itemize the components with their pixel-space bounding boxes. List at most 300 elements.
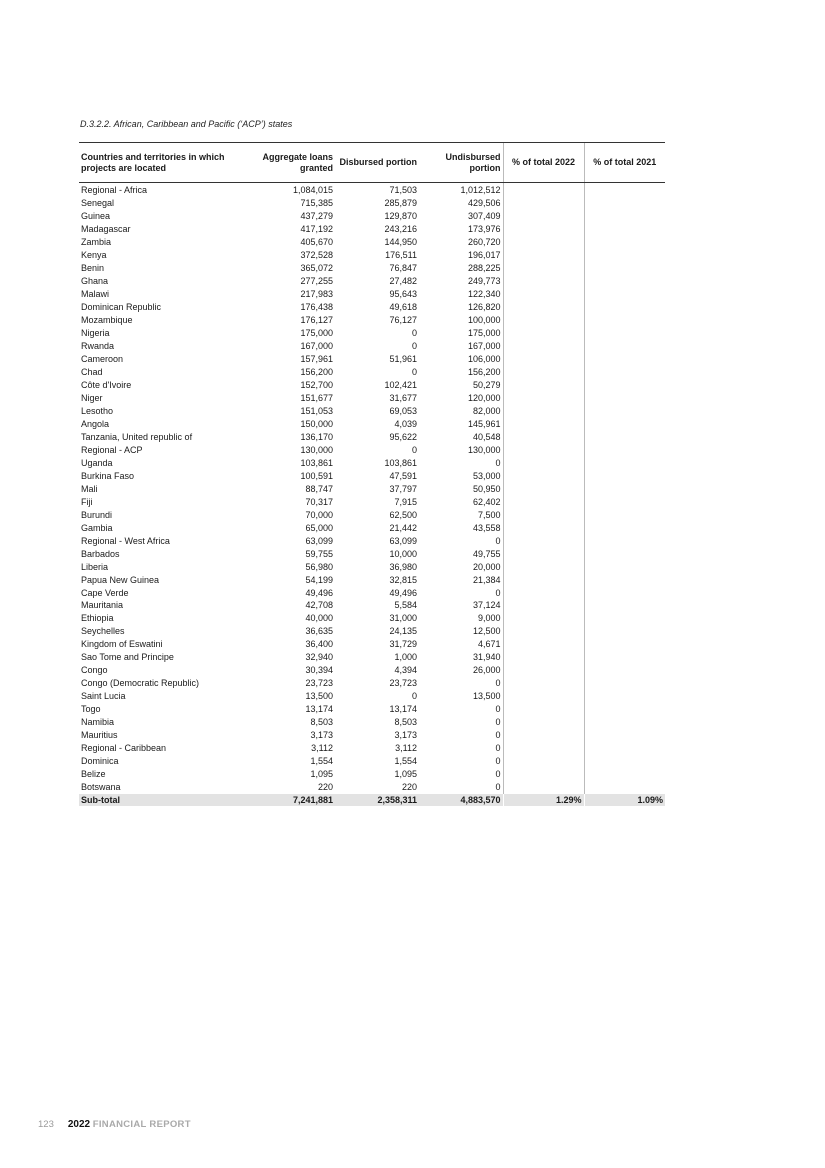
cell-disbursed: 36,980 (389, 561, 417, 572)
cell-pct-2021 (584, 781, 665, 794)
cell-aggregate: 8,503 (310, 717, 333, 728)
table-row (79, 560, 665, 573)
cell-pct-2022 (503, 379, 584, 392)
table-row (79, 197, 665, 210)
cell-pct-2021 (584, 586, 665, 599)
subtotal-row (79, 794, 665, 806)
cell-pct-2021 (584, 236, 665, 249)
table-row (79, 327, 665, 340)
cell-pct-2021 (584, 469, 665, 482)
cell-pct-2021 (584, 560, 665, 573)
cell-disbursed: 49,496 (389, 587, 417, 598)
cell-country: Côte d'Ivoire (81, 380, 132, 391)
table-row (79, 353, 665, 366)
cell-aggregate: 150,000 (300, 418, 333, 429)
table-row (79, 404, 665, 417)
cell-country: Regional - West Africa (81, 535, 170, 546)
cell-undisbursed: 26,000 (472, 665, 501, 676)
cell-aggregate: 417,192 (300, 224, 333, 235)
cell-country: Mozambique (81, 315, 133, 326)
table-row (79, 210, 665, 223)
cell-pct-2021 (584, 262, 665, 275)
cell-undisbursed: 0 (495, 704, 501, 715)
table-row (79, 469, 665, 482)
cell-pct-2021 (584, 404, 665, 417)
cell-pct-2021 (584, 210, 665, 223)
table-row (79, 430, 665, 443)
table-row (79, 573, 665, 586)
cell-pct-2022 (503, 560, 584, 573)
cell-country: Madagascar (81, 224, 131, 235)
cell-undisbursed: 40,548 (472, 431, 501, 442)
cell-pct-2022 (503, 534, 584, 547)
cell-aggregate: 136,170 (300, 431, 333, 442)
cell-country: Rwanda (81, 341, 115, 352)
cell-disbursed: 31,677 (389, 392, 417, 403)
cell-pct-2021 (584, 573, 665, 586)
table-row (79, 183, 665, 197)
table-row (79, 249, 665, 262)
cell-country: Kingdom of Eswatini (81, 639, 163, 650)
cell-pct-2021 (584, 353, 665, 366)
cell-aggregate: 49,496 (305, 587, 333, 598)
cell-disbursed: 176,511 (385, 250, 417, 261)
cell-pct-2021 (584, 729, 665, 742)
cell-undisbursed: 0 (495, 535, 501, 546)
cell-pct-2021 (584, 482, 665, 495)
cell-pct-2021 (584, 430, 665, 443)
cell-aggregate: 167,000 (300, 341, 333, 352)
table-row (79, 677, 665, 690)
cell-aggregate: 715,385 (300, 198, 333, 209)
cell-undisbursed: 20,000 (472, 561, 501, 572)
cell-disbursed: 8,503 (394, 717, 417, 728)
cell-disbursed: 243,216 (384, 224, 417, 235)
header-aggregate: Aggregate loans granted (251, 143, 335, 183)
cell-country: Tanzania, United republic of (81, 431, 193, 442)
cell-aggregate: 54,199 (305, 574, 333, 585)
cell-disbursed: 95,643 (389, 289, 417, 300)
cell-pct-2021 (584, 340, 665, 353)
cell-country: Congo (81, 665, 108, 676)
cell-undisbursed: 21,384 (472, 574, 501, 585)
cell-undisbursed: 196,017 (467, 250, 501, 261)
cell-pct-2022 (503, 573, 584, 586)
cell-aggregate: 70,000 (305, 509, 333, 520)
cell-disbursed: 27,482 (389, 276, 417, 287)
cell-disbursed: 69,053 (389, 405, 417, 416)
table-row (79, 521, 665, 534)
cell-pct-2021 (584, 677, 665, 690)
cell-country: Burkina Faso (81, 470, 135, 481)
cell-disbursed: 5,584 (394, 600, 417, 611)
cell-disbursed: 3,173 (394, 730, 417, 741)
cell-pct-2021 (584, 183, 665, 197)
table-row (79, 482, 665, 495)
cell-pct-2022 (503, 275, 584, 288)
cell-disbursed: 4,039 (394, 418, 417, 429)
header-pct-2021: % of total 2021 (584, 143, 665, 183)
cell-undisbursed: 31,940 (472, 652, 501, 663)
cell-country: Belize (81, 769, 106, 780)
cell-disbursed: 23,723 (389, 678, 417, 689)
cell-pct-2021 (584, 495, 665, 508)
cell-pct-2022 (503, 430, 584, 443)
cell-pct-2021 (584, 625, 665, 638)
cell-aggregate: 176,438 (300, 302, 333, 313)
cell-country: Togo (81, 704, 101, 715)
cell-pct-2022 (503, 625, 584, 638)
cell-aggregate: 1,084,015 (292, 185, 333, 196)
cell-undisbursed: 0 (495, 587, 501, 598)
cell-pct-2021 (584, 534, 665, 547)
table-row (79, 768, 665, 781)
loans-table-container (79, 142, 665, 806)
cell-aggregate: 151,053 (300, 405, 333, 416)
subtotal-pct-2022: 1.29% (503, 794, 584, 806)
cell-pct-2021 (584, 417, 665, 430)
cell-pct-2022 (503, 781, 584, 794)
table-row (79, 236, 665, 249)
table-row (79, 340, 665, 353)
header-disbursed: Disbursed portion (335, 143, 419, 183)
cell-aggregate: 23,723 (305, 678, 333, 689)
header-country: Countries and territories in which projects are located (79, 143, 251, 183)
cell-pct-2022 (503, 768, 584, 781)
cell-country: Namibia (81, 717, 115, 728)
cell-disbursed: 0 (411, 691, 417, 702)
cell-pct-2022 (503, 521, 584, 534)
cell-aggregate: 405,670 (300, 237, 333, 248)
cell-undisbursed: 120,000 (467, 392, 501, 403)
report-label (68, 1119, 191, 1130)
cell-pct-2021 (584, 443, 665, 456)
cell-country: Guinea (81, 211, 111, 222)
cell-pct-2022 (503, 690, 584, 703)
cell-aggregate: 151,677 (300, 392, 333, 403)
cell-pct-2022 (503, 664, 584, 677)
cell-country: Mauritania (81, 600, 124, 611)
cell-pct-2022 (503, 404, 584, 417)
cell-pct-2021 (584, 703, 665, 716)
table-row (79, 417, 665, 430)
cell-undisbursed: 100,000 (467, 315, 501, 326)
cell-aggregate: 1,095 (310, 769, 333, 780)
cell-aggregate: 130,000 (300, 444, 333, 455)
cell-pct-2021 (584, 288, 665, 301)
cell-undisbursed: 173,976 (467, 224, 501, 235)
cell-undisbursed: 122,340 (467, 289, 501, 300)
cell-pct-2022 (503, 755, 584, 768)
cell-pct-2021 (584, 612, 665, 625)
cell-disbursed: 13,174 (389, 704, 417, 715)
table-row (79, 638, 665, 651)
table-row (79, 690, 665, 703)
cell-aggregate: 36,635 (305, 626, 333, 637)
cell-undisbursed: 307,409 (467, 211, 501, 222)
cell-pct-2022 (503, 716, 584, 729)
table-row (79, 495, 665, 508)
cell-disbursed: 62,500 (389, 509, 417, 520)
cell-country: Chad (81, 367, 103, 378)
cell-aggregate: 32,940 (305, 652, 333, 663)
cell-disbursed: 102,421 (384, 380, 417, 391)
cell-pct-2022 (503, 327, 584, 340)
cell-undisbursed: 126,820 (467, 302, 501, 313)
header-pct-2022: % of total 2022 (503, 143, 584, 183)
cell-pct-2022 (503, 210, 584, 223)
table-row (79, 262, 665, 275)
cell-pct-2021 (584, 768, 665, 781)
report-title: FINANCIAL REPORT (92, 1119, 191, 1130)
cell-aggregate: 56,980 (305, 561, 333, 572)
cell-pct-2022 (503, 288, 584, 301)
cell-country: Saint Lucia (81, 691, 126, 702)
table-row (79, 288, 665, 301)
cell-aggregate: 176,127 (300, 315, 333, 326)
table-row (79, 742, 665, 755)
cell-pct-2021 (584, 249, 665, 262)
cell-undisbursed: 82,000 (472, 405, 501, 416)
cell-pct-2021 (584, 690, 665, 703)
cell-aggregate: 13,500 (305, 691, 333, 702)
cell-disbursed: 95,622 (389, 431, 417, 442)
cell-undisbursed: 0 (495, 717, 501, 728)
cell-pct-2022 (503, 495, 584, 508)
cell-country: Liberia (81, 561, 109, 572)
cell-disbursed: 71,503 (389, 185, 417, 196)
cell-undisbursed: 1,012,512 (460, 185, 501, 196)
table-row (79, 781, 665, 794)
cell-pct-2022 (503, 314, 584, 327)
cell-pct-2021 (584, 742, 665, 755)
table-row (79, 599, 665, 612)
cell-country: Lesotho (81, 405, 114, 416)
table-row (79, 275, 665, 288)
cell-disbursed: 1,095 (394, 769, 417, 780)
cell-pct-2022 (503, 729, 584, 742)
cell-undisbursed: 37,124 (472, 600, 501, 611)
cell-pct-2021 (584, 547, 665, 560)
cell-pct-2022 (503, 482, 584, 495)
cell-pct-2022 (503, 392, 584, 405)
cell-pct-2022 (503, 742, 584, 755)
table-row (79, 755, 665, 768)
cell-country: Regional - ACP (81, 444, 143, 455)
cell-pct-2021 (584, 223, 665, 236)
cell-undisbursed: 0 (495, 730, 501, 741)
cell-undisbursed: 249,773 (467, 276, 501, 287)
cell-undisbursed: 49,755 (472, 548, 501, 559)
cell-undisbursed: 0 (495, 678, 501, 689)
cell-country: Sao Tome and Principe (81, 652, 174, 663)
cell-undisbursed: 106,000 (467, 354, 501, 365)
header-undisbursed: Undisbursed portion (419, 143, 503, 183)
cell-pct-2022 (503, 236, 584, 249)
cell-pct-2022 (503, 677, 584, 690)
cell-disbursed: 103,861 (384, 457, 417, 468)
report-year: 2022 (67, 1119, 91, 1130)
table-row (79, 612, 665, 625)
cell-disbursed: 31,000 (389, 613, 417, 624)
cell-aggregate: 103,861 (300, 457, 333, 468)
subtotal-undisbursed: 4,883,570 (419, 794, 503, 806)
cell-disbursed: 7,915 (394, 496, 417, 507)
cell-undisbursed: 260,720 (467, 237, 501, 248)
cell-disbursed: 76,127 (389, 315, 417, 326)
cell-disbursed: 1,000 (394, 652, 417, 663)
table-row (79, 547, 665, 560)
cell-pct-2021 (584, 197, 665, 210)
cell-country: Ghana (81, 276, 109, 287)
table-row (79, 301, 665, 314)
table-row (79, 625, 665, 638)
cell-country: Botswana (81, 782, 121, 793)
cell-disbursed: 37,797 (389, 483, 417, 494)
table-row (79, 729, 665, 742)
cell-undisbursed: 0 (495, 782, 501, 793)
cell-aggregate: 365,072 (300, 263, 333, 274)
cell-aggregate: 63,099 (305, 535, 333, 546)
page-number: 123 (38, 1119, 54, 1130)
subtotal-pct-2021: 1.09% (584, 794, 665, 806)
cell-pct-2022 (503, 599, 584, 612)
cell-country: Senegal (81, 198, 115, 209)
cell-disbursed: 0 (411, 444, 417, 455)
cell-country: Dominican Republic (81, 302, 162, 313)
cell-pct-2021 (584, 651, 665, 664)
table-row (79, 223, 665, 236)
cell-pct-2022 (503, 340, 584, 353)
cell-undisbursed: 13,500 (472, 691, 501, 702)
cell-country: Benin (81, 263, 105, 274)
cell-country: Papua New Guinea (81, 574, 160, 585)
cell-aggregate: 217,983 (300, 289, 333, 300)
cell-pct-2021 (584, 755, 665, 768)
table-row (79, 651, 665, 664)
table-row (79, 703, 665, 716)
cell-pct-2022 (503, 353, 584, 366)
cell-disbursed: 32,815 (389, 574, 417, 585)
cell-country: Barbados (81, 548, 120, 559)
cell-pct-2022 (503, 703, 584, 716)
cell-disbursed: 285,879 (384, 198, 417, 209)
cell-disbursed: 129,870 (384, 211, 417, 222)
cell-country: Mauritius (81, 730, 118, 741)
cell-pct-2022 (503, 249, 584, 262)
table-row (79, 534, 665, 547)
cell-aggregate: 220 (317, 782, 333, 793)
table-row (79, 379, 665, 392)
cell-undisbursed: 0 (495, 457, 501, 468)
cell-undisbursed: 50,950 (472, 483, 501, 494)
cell-country: Dominica (81, 756, 119, 767)
cell-undisbursed: 7,500 (477, 509, 501, 520)
cell-pct-2022 (503, 223, 584, 236)
cell-pct-2021 (584, 599, 665, 612)
cell-disbursed: 0 (411, 367, 417, 378)
cell-country: Cameroon (81, 354, 124, 365)
cell-pct-2021 (584, 508, 665, 521)
table-row (79, 586, 665, 599)
cell-undisbursed: 4,671 (477, 639, 501, 650)
cell-disbursed: 21,442 (389, 522, 417, 533)
cell-undisbursed: 0 (495, 756, 501, 767)
cell-country: Regional - Caribbean (81, 743, 167, 754)
cell-disbursed: 0 (411, 328, 417, 339)
cell-country: Kenya (81, 250, 107, 261)
cell-country: Regional - Africa (81, 185, 148, 196)
cell-aggregate: 13,174 (305, 704, 333, 715)
cell-disbursed: 220 (401, 782, 417, 793)
cell-pct-2021 (584, 379, 665, 392)
cell-pct-2022 (503, 612, 584, 625)
cell-disbursed: 10,000 (389, 548, 417, 559)
cell-pct-2022 (503, 547, 584, 560)
cell-country: Congo (Democratic Republic) (81, 678, 200, 689)
cell-disbursed: 24,135 (389, 626, 417, 637)
cell-aggregate: 3,112 (311, 743, 333, 754)
cell-undisbursed: 9,000 (477, 613, 501, 624)
table-row (79, 314, 665, 327)
cell-disbursed: 47,591 (389, 470, 417, 481)
cell-undisbursed: 145,961 (467, 418, 501, 429)
cell-pct-2021 (584, 638, 665, 651)
page-footer (38, 1119, 191, 1130)
table-row (79, 664, 665, 677)
cell-aggregate: 88,747 (305, 483, 333, 494)
cell-pct-2022 (503, 638, 584, 651)
cell-undisbursed: 175,000 (467, 328, 501, 339)
cell-pct-2022 (503, 301, 584, 314)
cell-pct-2021 (584, 327, 665, 340)
cell-disbursed: 1,554 (394, 756, 417, 767)
cell-undisbursed: 130,000 (467, 444, 501, 455)
acp-loans-table (79, 142, 665, 806)
table-row (79, 508, 665, 521)
cell-undisbursed: 167,000 (467, 341, 501, 352)
cell-pct-2022 (503, 197, 584, 210)
cell-disbursed: 49,618 (389, 302, 417, 313)
cell-aggregate: 59,755 (305, 548, 333, 559)
cell-pct-2021 (584, 301, 665, 314)
table-row (79, 392, 665, 405)
cell-aggregate: 156,200 (300, 367, 333, 378)
cell-country: Zambia (81, 237, 112, 248)
subtotal-label: Sub-total (79, 794, 251, 806)
cell-undisbursed: 429,506 (467, 198, 501, 209)
table-row (79, 716, 665, 729)
cell-pct-2022 (503, 456, 584, 469)
cell-pct-2021 (584, 716, 665, 729)
cell-pct-2022 (503, 508, 584, 521)
subtotal-aggregate: 7,241,881 (251, 794, 335, 806)
cell-country: Malawi (81, 289, 110, 300)
cell-aggregate: 70,317 (305, 496, 333, 507)
cell-pct-2022 (503, 586, 584, 599)
cell-pct-2022 (503, 417, 584, 430)
cell-aggregate: 42,708 (305, 600, 333, 611)
cell-country: Nigeria (81, 328, 110, 339)
cell-aggregate: 3,173 (310, 730, 333, 741)
cell-undisbursed: 156,200 (467, 367, 501, 378)
cell-pct-2022 (503, 469, 584, 482)
cell-disbursed: 4,394 (394, 665, 417, 676)
cell-country: Fiji (81, 496, 93, 507)
cell-aggregate: 157,961 (300, 354, 333, 365)
cell-disbursed: 31,729 (389, 639, 417, 650)
cell-undisbursed: 43,558 (472, 522, 501, 533)
